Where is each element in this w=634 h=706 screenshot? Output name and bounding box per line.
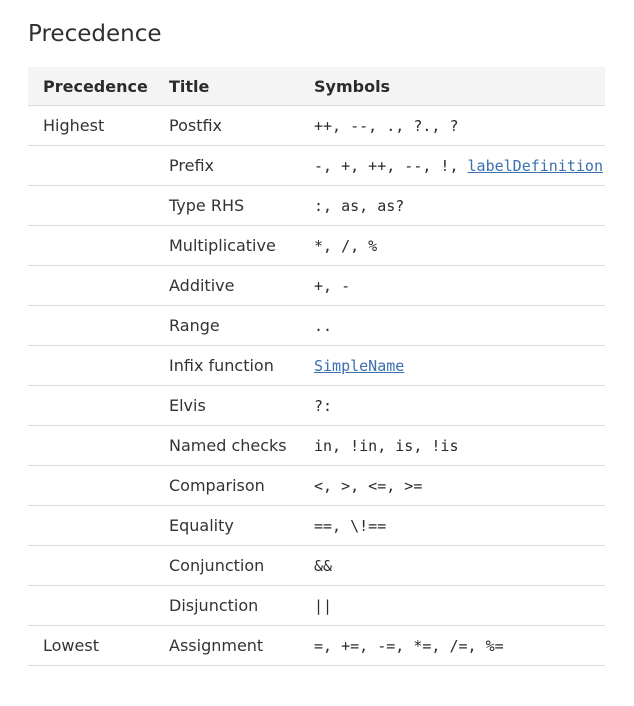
symbols-list: ?: [314,397,333,415]
table-header [28,67,605,106]
symbols-list: || [314,597,333,615]
precedence-cell [28,346,154,386]
symbols-list: ==, \!== [314,517,387,535]
precedence-cell: Highest [28,106,154,146]
precedence-cell [28,146,154,186]
symbols-text [314,197,404,215]
symbols-cell [299,266,605,306]
title-cell: Comparison [154,466,299,506]
table-row [28,386,605,426]
symbols-cell [299,186,605,226]
precedence-table [28,67,605,666]
symbols-text [314,397,332,415]
symbols-list: -, +, ++, --, !, [314,157,468,175]
table-row [28,306,605,346]
table-row [28,426,605,466]
grammar-link[interactable]: SimpleName [314,357,405,375]
title-cell: Type RHS [154,186,299,226]
symbols-text [314,237,377,255]
symbols-cell [299,306,605,346]
symbols-cell [299,226,605,266]
symbols-cell [299,506,605,546]
title-cell: Prefix [154,146,299,186]
symbols-cell [299,346,605,386]
precedence-cell [28,226,154,266]
table-row [28,586,605,626]
precedence-cell [28,266,154,306]
symbols-text [314,517,386,535]
table-row [28,106,605,146]
precedence-cell: Lowest [28,626,154,666]
precedence-cell [28,466,154,506]
symbols-text [314,277,350,295]
header-precedence: Precedence [28,67,154,106]
title-cell: Postfix [154,106,299,146]
table-body [28,106,605,666]
header-symbols: Symbols [299,67,605,106]
table-row [28,626,605,666]
precedence-cell [28,506,154,546]
symbols-list: && [314,557,333,575]
header-title: Title [154,67,299,106]
title-cell: Elvis [154,386,299,426]
symbols-list: =, +=, -=, *=, /=, %= [314,637,504,655]
table-row [28,346,605,386]
symbols-list: in, !in, is, !is [314,437,459,455]
table-row [28,546,605,586]
symbols-cell [299,626,605,666]
symbols-cell [299,466,605,506]
title-cell: Equality [154,506,299,546]
table-row [28,186,605,226]
title-cell: Additive [154,266,299,306]
title-cell: Assignment [154,626,299,666]
symbols-text [314,477,422,495]
table-row [28,146,605,186]
symbols-text [314,317,332,335]
title-cell: Named checks [154,426,299,466]
table-row [28,266,605,306]
symbols-list: *, /, % [314,237,378,255]
symbols-cell [299,106,605,146]
symbols-list: <, >, <=, >= [314,477,423,495]
precedence-cell [28,426,154,466]
symbols-text [314,637,504,655]
title-cell: Range [154,306,299,346]
precedence-cell [28,186,154,226]
precedence-cell [28,586,154,626]
symbols-text [314,557,332,575]
title-cell: Disjunction [154,586,299,626]
symbols-cell [299,586,605,626]
symbols-cell [299,386,605,426]
symbols-text [314,357,404,375]
table-row [28,506,605,546]
symbols-text [314,157,603,175]
symbols-text [314,117,459,135]
symbols-list: +, - [314,277,351,295]
symbols-cell [299,426,605,466]
precedence-cell [28,546,154,586]
symbols-list: .. [314,317,333,335]
symbols-cell [299,146,605,186]
header-row [28,67,605,106]
symbols-cell [299,546,605,586]
title-cell: Infix function [154,346,299,386]
symbols-text [314,437,459,455]
page-title: Precedence [28,21,162,47]
symbols-list: :, as, as? [314,197,405,215]
title-cell: Conjunction [154,546,299,586]
symbols-text [314,597,332,615]
precedence-cell [28,386,154,426]
table-row [28,466,605,506]
precedence-cell [28,306,154,346]
title-cell: Multiplicative [154,226,299,266]
grammar-link[interactable]: labelDefinition [467,157,603,175]
table-row [28,226,605,266]
symbols-list: ++, --, ., ?., ? [314,117,459,135]
